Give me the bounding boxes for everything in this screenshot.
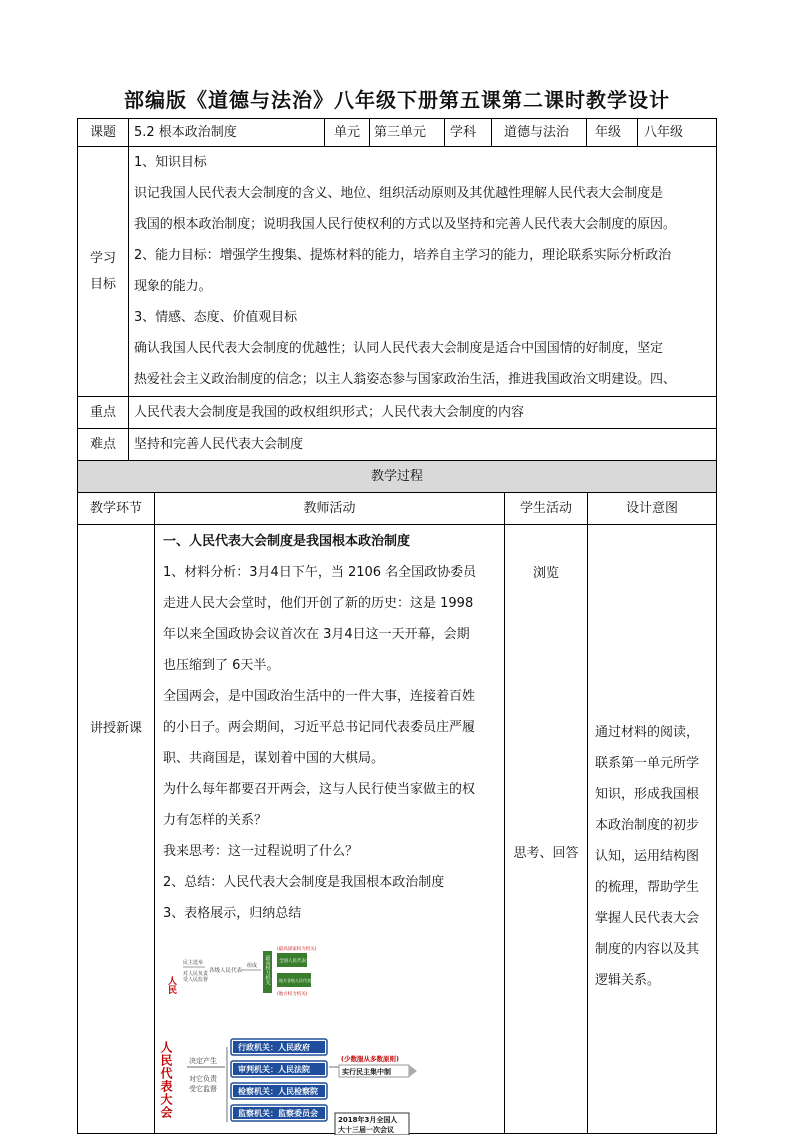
teacher-line: 为什么每年都要召开两会，这与人民行使当家做主的权 — [163, 782, 476, 797]
student-activity-answer: 思考、回答 — [513, 846, 579, 861]
grade-label: 年级 — [586, 118, 638, 147]
goal-line: 确认我国人民代表大会制度的优越性；认同人民代表大会制度是适合中国国情的好制度，坚定 — [134, 341, 663, 356]
d1-sup1: 对人民负责 — [183, 971, 209, 977]
intent-line: 通过材料的阅读， — [595, 725, 700, 740]
goal-line: 现象的能力。 — [134, 279, 212, 294]
document-title: 部编版《道德与法治》八年级下册第五课第二课时教学设计 — [124, 88, 670, 112]
teacher-line: 走进人民大会堂时，他们开创了新的历史：这是 1998 — [163, 596, 474, 611]
intent-line: 掌握人民代表大会 — [595, 911, 700, 926]
teacher-line: 2、总结：人民代表大会制度是我国根本政治制度 — [163, 875, 445, 890]
teacher-line: 1、材料分析：3月4日下午，当 2106 名全国政协委员 — [163, 565, 477, 580]
d1-vertical: 最高权力机关 — [264, 955, 271, 985]
goal-line: 3、情感、态度、价值观目标 — [134, 310, 297, 325]
d2-session1: 2018年3月全国人 — [338, 1116, 398, 1124]
design-intent-cell — [587, 524, 717, 1134]
d2-session2: 大十三届一次会议 — [338, 1126, 394, 1134]
student-activity-cell — [504, 524, 588, 1134]
teacher-line: 也压缩到了 6天半。 — [163, 658, 280, 673]
difficulties-label: 难点 — [77, 428, 129, 461]
structure-diagram-small — [165, 943, 335, 1018]
d1-form: 组成 — [247, 963, 258, 969]
course-value: 5.2 根本政治制度 — [128, 118, 325, 147]
teacher-line: 全国两会，是中国政治生活中的一件大事，连接着百姓 — [163, 689, 476, 704]
d2-principle-note: (少数服从多数原则) — [341, 1055, 399, 1063]
d2-organ-label: 监察机关：监察委员会 — [238, 1109, 318, 1118]
goal-line: 我国的根本政治制度；说明我国人民行使权利的方式以及坚持和完善人民代表大会制度的原因。 — [134, 217, 676, 232]
intent-line: 知识，形成我国根 — [595, 787, 700, 802]
intent-line: 逻辑关系。 — [595, 973, 661, 988]
teacher-line: 我来思考：这一过程说明了什么？ — [163, 844, 359, 859]
goals-label-2: 目标 — [89, 277, 116, 292]
teacher-line: 职、共商国是，谋划着中国的大棋局。 — [163, 751, 385, 766]
subject-label: 学科 — [444, 118, 492, 147]
key-points-label: 重点 — [77, 396, 129, 429]
goal-line: 热爱社会主义政治制度的信念；以主人翁姿态参与国家政治生活，推进我国政治文明建设。四、 — [134, 372, 676, 387]
process-title: 教学过程 — [77, 460, 717, 493]
intent-line: 的梳理，帮助学生 — [595, 880, 700, 895]
intent-line: 制度的内容以及其 — [595, 942, 700, 957]
teacher-line: 的小日子。两会期间，习近平总书记同代表委员庄严履 — [163, 720, 476, 735]
stage-cell — [77, 524, 155, 1134]
d2-resp1: 对它负责 — [189, 1075, 217, 1083]
key-points-value: 人民代表大会制度是我国的政权组织形式；人民代表大会制度的内容 — [128, 396, 717, 429]
course-label: 课题 — [77, 118, 129, 147]
d1-people: 人民 — [166, 976, 176, 994]
col-header-stage: 教学环节 — [77, 492, 155, 525]
d2-resp2: 受它监督 — [189, 1085, 217, 1093]
d1-npc: 全国人民代表大会 — [279, 959, 315, 964]
d2-produce: 决定产生 — [189, 1057, 217, 1065]
grade-value: 八年级 — [637, 118, 717, 147]
d2-principle: 实行民主集中制 — [342, 1068, 391, 1076]
col-header-student: 学生活动 — [504, 492, 588, 525]
stage-label: 讲授新课 — [89, 721, 142, 736]
unit-label: 单元 — [324, 118, 370, 147]
d1-sup2: 受人民监督 — [183, 977, 209, 983]
col-header-teacher: 教师活动 — [154, 492, 505, 525]
intent-line: 认知，运用结构图 — [595, 849, 700, 864]
d1-bottom-note: (地方权力机关) — [277, 992, 308, 997]
col-header-intent: 设计意图 — [587, 492, 717, 525]
unit-value: 第三单元 — [369, 118, 445, 147]
d1-local: 地方各级人民代表大会 — [279, 978, 319, 983]
d2-organs — [231, 1039, 327, 1121]
teacher-line: 年以来全国政协会议首次在 3月4日这一天开幕，会期 — [163, 627, 470, 642]
d2-organ-label: 审判机关：人民法院 — [238, 1065, 310, 1074]
difficulties-value: 坚持和完善人民代表大会制度 — [128, 428, 717, 461]
goal-line: 识记我国人民代表大会制度的含义、地位、组织活动原则及其优越性理解人民代表大会制度是 — [134, 186, 663, 201]
goal-line: 1、知识目标 — [134, 155, 207, 170]
teacher-line: 3、表格展示，归纳总结 — [163, 906, 302, 921]
goals-label-cell — [77, 146, 129, 397]
subject-value: 道德与法治 — [491, 118, 587, 147]
d1-reps: 各级人民代表 — [209, 968, 243, 974]
d1-top-note: (最高国家权力机关) — [277, 947, 317, 952]
goals-content — [128, 146, 717, 397]
goal-line: 2、能力目标：增强学生搜集、提炼材料的能力，培养自主学习的能力，理论联系实际分析政治 — [134, 248, 672, 263]
teacher-activity-cell — [154, 524, 505, 1134]
intent-line: 联系第一单元所学 — [595, 756, 700, 771]
d2-organ-label: 行政机关：人民政府 — [238, 1043, 310, 1052]
teacher-line: 力有怎样的关系？ — [163, 813, 268, 828]
intent-line: 本政治制度的初步 — [595, 818, 700, 833]
d1-elect: 民主选举 — [183, 960, 204, 966]
student-activity-browse: 浏览 — [532, 566, 559, 581]
d2-npc-vertical: 人民代表大会 — [159, 1041, 173, 1119]
teacher-heading: 一、人民代表大会制度是我国根本政治制度 — [163, 534, 411, 549]
goals-label-1: 学习 — [89, 251, 116, 266]
structure-diagram-large — [159, 1035, 433, 1135]
d2-organ-label: 检察机关：人民检察院 — [238, 1087, 318, 1096]
